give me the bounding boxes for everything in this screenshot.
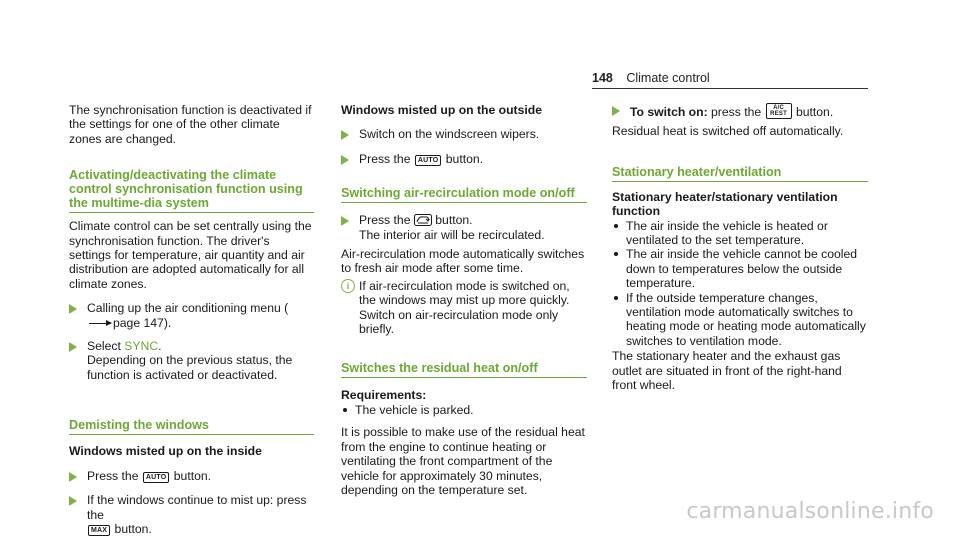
residual-heading: Switches the residual heat on/off (341, 361, 587, 378)
step-arrow-icon (341, 155, 349, 165)
outside-heading: Windows misted up on the outside (341, 103, 542, 117)
inside-heading: Windows misted up on the inside (69, 444, 262, 459)
reference-arrow-icon (89, 323, 111, 324)
step-switch-on: To switch on: press the A/C REST button. (612, 103, 868, 119)
stationary-closing: The stationary heater and the exhaust gas outlet are situated in front of the right-hand front wheel. (612, 349, 842, 393)
requirements-label: Requirements: (341, 388, 427, 403)
column-2 (341, 103, 587, 497)
bullet-icon (614, 296, 618, 300)
step-arrow-icon (341, 216, 349, 226)
section-title: Climate control (626, 71, 710, 85)
page-number: 148 (592, 71, 613, 85)
residual-off-text: Residual heat is switched off automatically. (612, 124, 844, 139)
residual-body: It is possible to make use of the residual heat from the engine to continue heating or ventilating the front compartment of the vehicle for approximately 30 minutes, depending on the temperature set. (341, 425, 585, 497)
bullet-icon (614, 224, 618, 228)
step-arrow-icon (69, 342, 77, 352)
step-arrow-icon (69, 496, 77, 506)
step-press-max: If the windows continue to mist up: press the MAX button. (69, 493, 314, 536)
max-defrost-button-icon[interactable]: MAX (88, 525, 110, 536)
watermark: carmanualsonline.info (686, 498, 934, 524)
recirc-body: Air-recirculation mode automatically switches to fresh air mode after some time. (341, 247, 585, 276)
recirculation-button-icon[interactable] (414, 214, 432, 226)
stationary-subheading: Stationary heater/stationary ventilation function (612, 189, 838, 219)
sync-menu-item[interactable]: SYNC (124, 339, 159, 354)
stationary-heading: Stationary heater/ventilation (612, 165, 868, 182)
step-sync-description: Depending on the previous status, the function is activated or deactivated. (87, 353, 293, 382)
bullet-icon (343, 408, 347, 412)
step-arrow-icon (612, 106, 620, 116)
bullet-icon (614, 252, 618, 256)
step-call-menu: Calling up the air conditioning menu (page 147). (69, 301, 314, 330)
auto-button-icon[interactable]: AUTO (415, 155, 442, 166)
page-reference-link[interactable]: page 147). (113, 315, 172, 330)
column-1 (69, 103, 314, 536)
page-header (592, 71, 710, 85)
header-rule (592, 88, 868, 89)
step-arrow-icon (69, 472, 77, 482)
recirc-step-description: The interior air will be recirculated. (359, 227, 545, 242)
step-arrow-icon (69, 304, 77, 314)
stationary-bullet-1: The air inside the vehicle is heated or ventilated to the set temperature. (612, 219, 868, 248)
step-wipers: Switch on the windscreen wipers. (341, 127, 587, 141)
step-select-sync: Select SYNC. Depending on the previous status, the function is activated or deactivated. (69, 339, 314, 382)
recirc-note: i If air-recirculation mode is switched on, the windows may mist up more quickly. Switch on air-recirculation mode only briefly. (341, 279, 587, 337)
info-icon: i (341, 279, 355, 293)
intro-paragraph: The synchronisation function is deactivated if the settings for one of the other climate zones are changed. (69, 103, 312, 146)
recirc-heading: Switching air-recirculation mode on/off (341, 186, 587, 203)
auto-button-icon[interactable]: AUTO (143, 472, 170, 483)
sync-body: Climate control can be set centrally using the synchronisation function. The driver's settings for temperature, air quantity and air distribution are adopted automatically for all climate zones. (69, 219, 312, 291)
ac-rest-button-icon[interactable]: A/C REST (766, 103, 792, 119)
demist-heading: Demisting the windows (69, 418, 314, 435)
step-arrow-icon (341, 130, 349, 140)
step-press-recirc: Press the button. The interior air will be recirculated. (341, 213, 587, 242)
requirement-item: The vehicle is parked. (341, 403, 587, 417)
stationary-bullet-2: The air inside the vehicle cannot be cooled down to temperatures below the outside temperature. (612, 247, 868, 290)
stationary-bullet-3: If the outside temperature changes, ventilation mode automatically switches to heating mode or heating mode automatically switches to ventilation mode. (612, 291, 868, 349)
sync-heading: Activating/deactivating the climate control synchronisation function using the multime-dia system (69, 168, 314, 213)
column-3 (612, 103, 868, 393)
step-press-auto-outside: Press the AUTO button. (341, 152, 587, 166)
step-press-auto: Press the AUTO button. (69, 469, 314, 483)
